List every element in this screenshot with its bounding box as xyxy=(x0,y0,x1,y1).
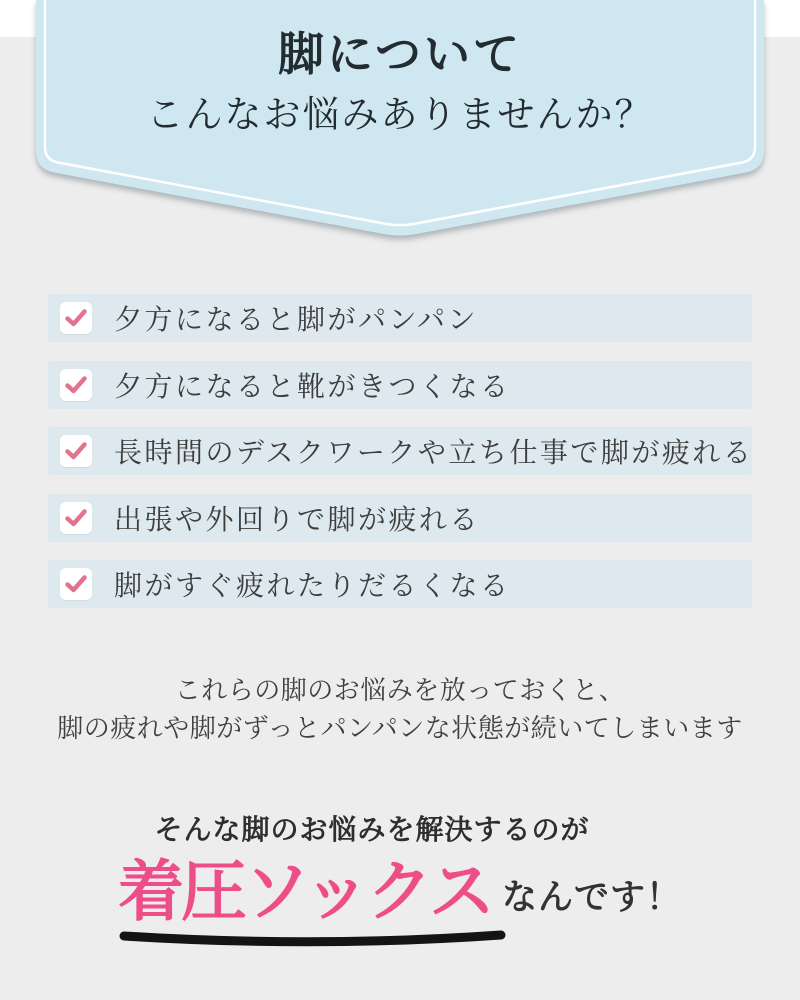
warning-line-1: これらの脚のお悩みを放っておくと、 xyxy=(174,675,626,705)
checklist-item-label: 出張や外回りで脚が疲れる xyxy=(114,503,481,535)
checklist-item-label: 脚がすぐ疲れたりだるくなる xyxy=(114,570,511,601)
warning-text xyxy=(0,672,800,747)
ribbon-subtitle: こんなお悩みありませんか？ xyxy=(146,94,654,135)
suffix-text: なんです！ xyxy=(502,878,683,917)
checklist-item-label: 長時間のデスクワークや立ち仕事で脚が疲れる xyxy=(114,437,754,468)
solution-lead-text: そんな脚のお悩みを解決するのが xyxy=(154,814,590,845)
checklist-item-label: 夕方になると脚がパンパン xyxy=(114,304,479,335)
checklist-item-label: 夕方になると靴がきつくなる xyxy=(114,370,511,402)
check-icon xyxy=(65,376,87,394)
checkbox xyxy=(60,435,92,467)
checklist-item xyxy=(48,560,752,608)
check-icon xyxy=(65,575,87,593)
check-icon xyxy=(65,509,87,527)
checkbox xyxy=(60,568,92,600)
checkbox xyxy=(60,502,92,534)
checklist-item xyxy=(48,494,752,542)
solution-highlight-line xyxy=(0,854,800,928)
product-name-wrap xyxy=(117,854,493,928)
underline-swoosh xyxy=(118,928,507,952)
header-ribbon xyxy=(0,0,800,250)
concern-checklist xyxy=(48,294,752,627)
product-name-highlight: 着圧ソックス xyxy=(117,854,493,928)
checkbox xyxy=(60,369,92,401)
checkbox xyxy=(60,302,92,334)
checklist-item xyxy=(48,361,752,409)
check-icon xyxy=(65,442,87,460)
check-icon xyxy=(65,309,87,327)
checklist-item xyxy=(48,427,752,475)
checklist-item xyxy=(48,294,752,342)
ribbon-title: 脚について xyxy=(277,28,523,80)
warning-line-2: 脚の疲れや脚がずっとパンパンな状態が続いてしまいます xyxy=(57,712,743,743)
